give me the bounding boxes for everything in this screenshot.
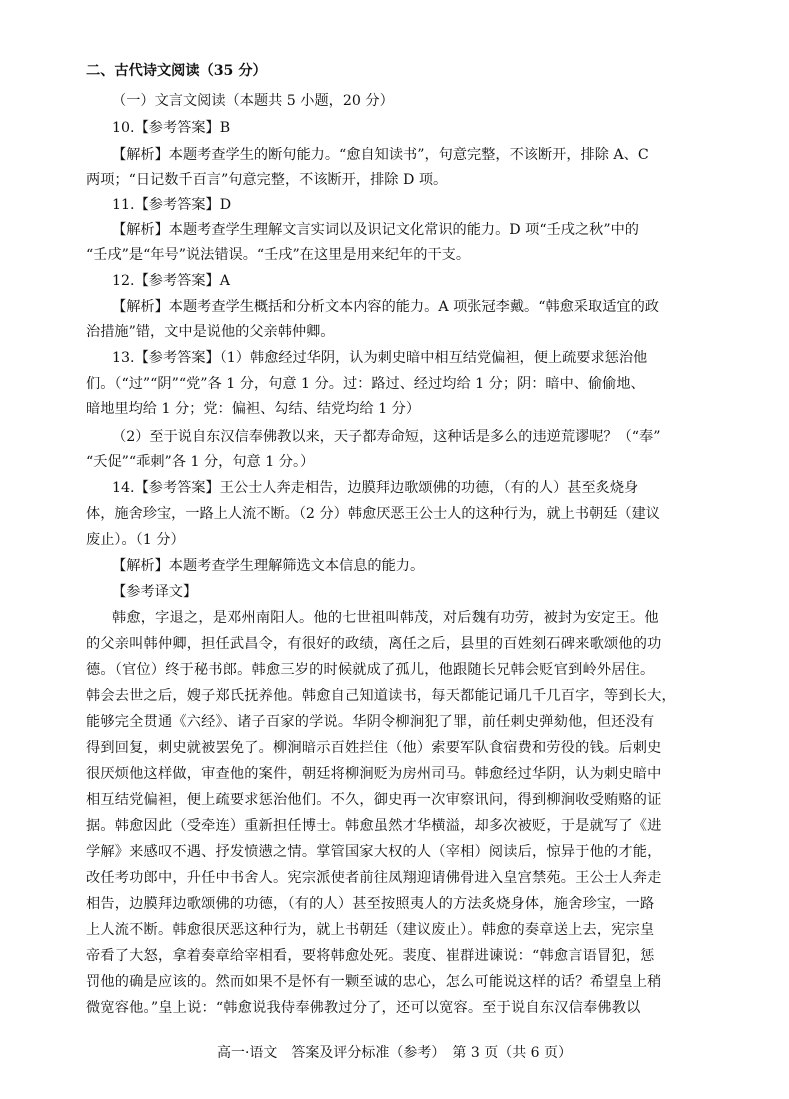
analysis-10-line1: 【解析】本题考查学生的断句能力。“愈自知读书”，句意完整，不该断开，排除 A、C xyxy=(112,147,649,163)
answer-14-line2: 体，施舍珍宝，一路上人流不断。（2 分）韩愈厌恶王公士人的这种行为，就上书朝廷（建议 xyxy=(86,506,660,522)
translation-line: 的父亲叫韩仲卿，担任武昌令，有很好的政绩，离任之后，县里的百姓刻石碑来歌颂他的功 xyxy=(86,636,662,652)
answer-13-line3: 暗地里均给 1 分；党：偏袒、勾结、结党均给 1 分） xyxy=(86,401,421,417)
answer-13-line2: 们。（“过”“阴”“党”各 1 分，句意 1 分。过：路过、经过均给 1 分；阴：暗中、偷偷地、 xyxy=(86,376,645,392)
translation-line: 改任考功郎中，升任中书舍人。宪宗派使者前往凤翔迎请佛骨进入皇宫禁苑。王公士人奔走 xyxy=(86,870,662,886)
translation-line: 据。韩愈因此（受牵连）重新担任博士。韩愈虽然才华横溢，却多次被贬，于是就写了《进 xyxy=(86,818,662,834)
translation-line: 微宽容他。”皇上说：“韩愈说我侍奉佛教过分了，还可以宽容。至于说自东汉信奉佛教以 xyxy=(86,1000,641,1016)
analysis-14: 【解析】本题考查学生理解筛选文本信息的能力。 xyxy=(112,558,425,574)
analysis-11-line1: 【解析】本题考查学生理解文言实词以及识记文化常识的能力。D 项“壬戌之秋”中的 xyxy=(112,222,639,238)
analysis-10-line2: 两项；“日记数千百言”句意完整，不该断开，排除 D 项。 xyxy=(86,172,448,188)
translation-line: 相告，边膜拜边歌颂佛的功德，（有的人）甚至按照夷人的方法炙烧身体，施舍珍宝，一路 xyxy=(86,896,655,912)
translation-line: 韩愈，字退之，是邓州南阳人。他的七世祖叫韩茂，对后魏有功劳，被封为安定王。他 xyxy=(112,610,659,626)
translation-line: 德。（官位）终于秘书郎。韩愈三岁的时候就成了孤儿，他跟随长兄韩会贬官到岭外居住。 xyxy=(86,662,655,678)
answer-12: 12.【参考答案】A xyxy=(112,273,230,289)
translation-line: 得到回复，刺史就被罢免了。柳涧暗示百姓拦住（他）索要军队食宿费和劳役的钱。后刺史 xyxy=(86,740,662,756)
translation-line: 上人流不断。韩愈很厌恶这种行为，就上书朝廷（建议废止）。韩愈的奏章送上去，宪宗皇 xyxy=(86,922,655,938)
translation-line: 很厌烦他这样做，审查他的案件，朝廷将柳涧贬为房州司马。韩愈经过华阴，认为刺史暗中 xyxy=(86,766,662,782)
answer-14-line1: 14.【参考答案】王公士人奔走相告，边膜拜边歌颂佛的功德，（有的人）甚至炙烧身 xyxy=(112,480,639,496)
analysis-12-line2: 治措施”错，文中是说他的父亲韩仲卿。 xyxy=(86,324,335,340)
analysis-11-line2: “壬戌”是“年号”说法错误。“壬戌”在这里是用来纪年的干支。 xyxy=(86,247,471,263)
translation-line: 能够完全贯通《六经》、诸子百家的学说。华阴令柳涧犯了罪，前任刺史弹劾他，但还没有 xyxy=(86,714,655,730)
translation-line: 罚他的确是应该的。然而如果不是怀有一颗至诚的忠心，怎么可能说这样的话？希望皇上稍 xyxy=(86,974,662,990)
page-footer: 高一·语文 答案及评分标准（参考） 第 3 页（共 6 页） xyxy=(216,1045,573,1061)
section-heading: 二、古代诗文阅读（35 分） xyxy=(86,63,267,79)
translation-line: 学解》来感叹不遇、抒发愤懑之情。掌管国家大权的人（宰相）阅读后，惊异于他的才能， xyxy=(86,844,662,860)
subsection-heading: （一）文言文阅读（本题共 5 小题，20 分） xyxy=(112,93,394,109)
translation-line: 帝看了大怒，拿着奏章给宰相看，要将韩愈处死。裴度、崔群进谏说：“韩愈言语冒犯，惩 xyxy=(86,948,655,964)
answer-13-part2-line2: “夭促”“乖刺”各 1 分，句意 1 分。） xyxy=(86,454,315,470)
answer-10: 10.【参考答案】B xyxy=(112,120,231,136)
translation-heading: 【参考译文】 xyxy=(112,584,198,600)
answer-14-line3: 废止）。（1 分） xyxy=(86,532,185,548)
analysis-12-line1: 【解析】本题考查学生概括和分析文本内容的能力。A 项张冠李戴。“韩愈采取适宜的政 xyxy=(112,299,659,315)
answer-13-line1: 13.【参考答案】（1）韩愈经过华阴，认为刺史暗中相互结党偏袒，便上疏要求惩治他 xyxy=(112,350,648,366)
translation-line: 相互结党偏袒，便上疏要求惩治他们。不久，御史再一次审察讯问，得到柳涧收受贿赂的证 xyxy=(86,792,662,808)
translation-line: 韩会去世之后，嫂子郑氏抚养他。韩愈自己知道读书，每天都能记诵几千几百字，等到长大， xyxy=(86,688,676,704)
answer-13-part2-line1: （2）至于说自东汉信奉佛教以来，天子都寿命短，这种话是多么的违逆荒谬呢？（“奉” xyxy=(112,429,661,445)
answer-11: 11.【参考答案】D xyxy=(112,197,232,213)
